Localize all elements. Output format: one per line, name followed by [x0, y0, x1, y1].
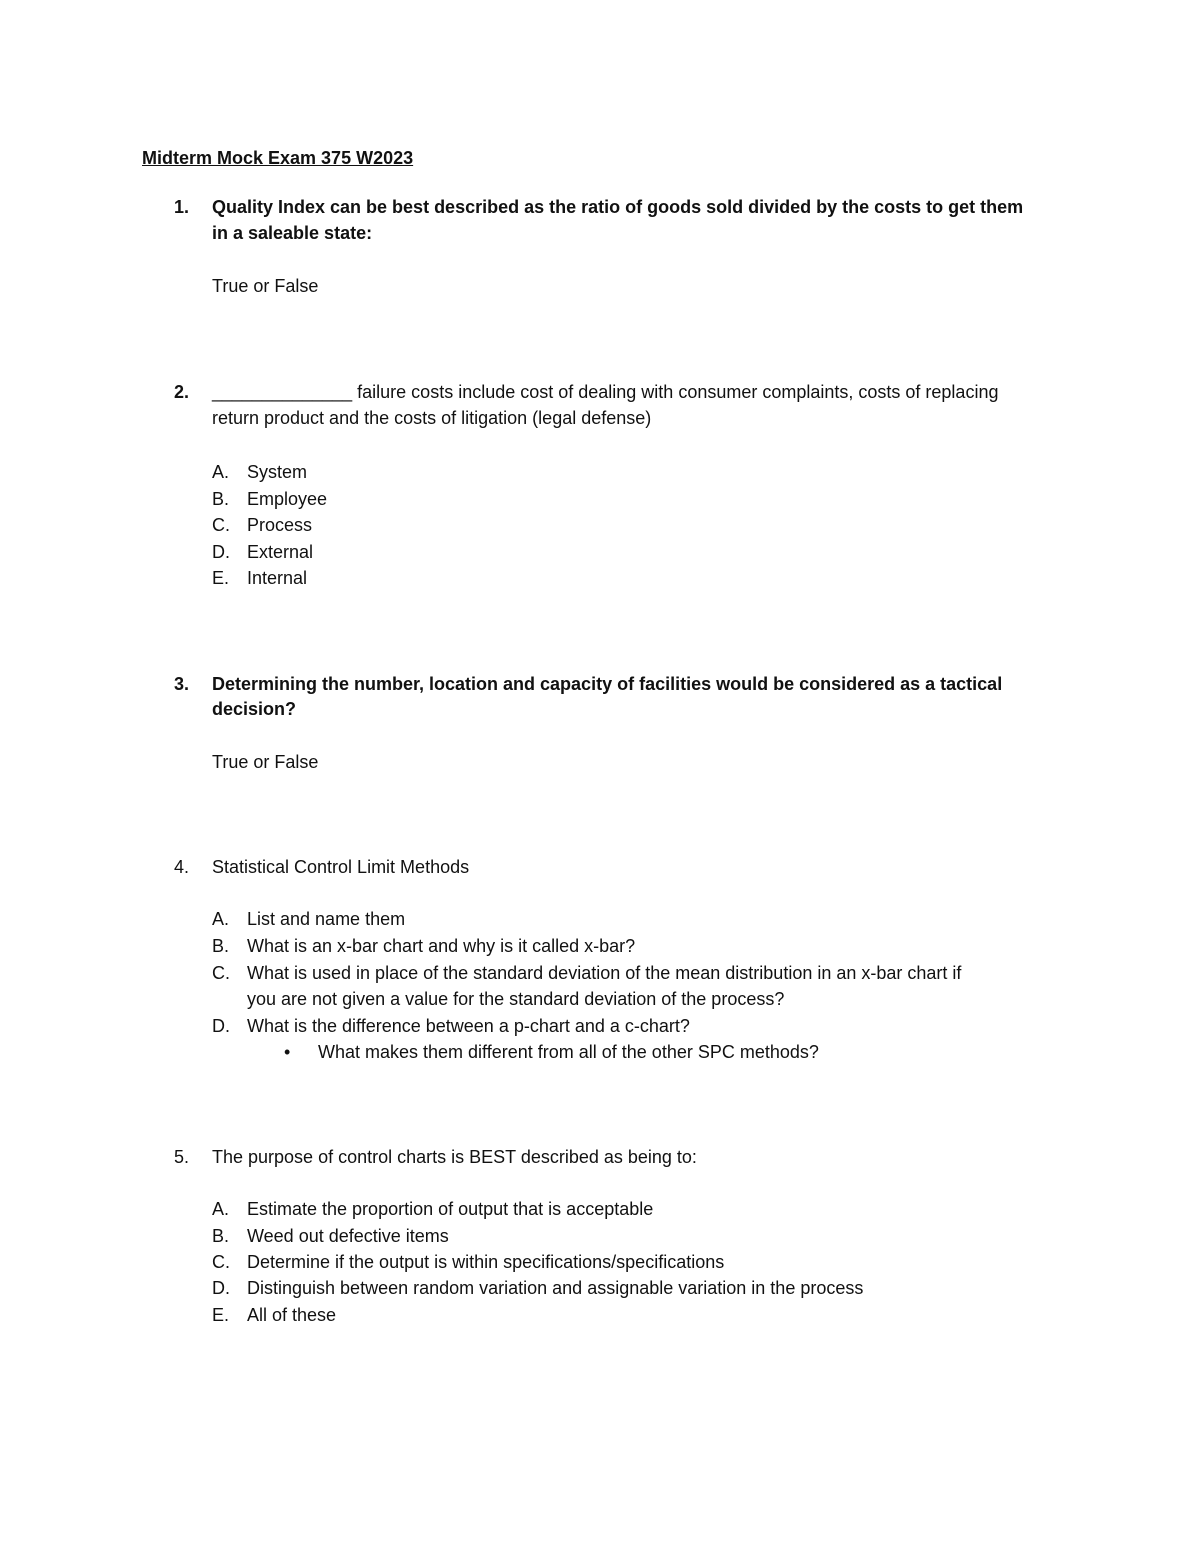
answer-choice-text: True or False [212, 276, 319, 296]
question-number: 5. [174, 1147, 190, 1167]
option-text: Employee [247, 489, 328, 509]
option-letter: B. [212, 1226, 230, 1246]
option-text-continued: you are not given a value for the standard deviation of the process? [247, 989, 785, 1009]
option-letter: D. [212, 1016, 230, 1036]
option-letter: C. [212, 515, 230, 535]
question-text: The purpose of control charts is BEST described as being to: [212, 1147, 697, 1167]
option-text: What is the difference between a p-chart and a c-chart? [247, 1016, 690, 1036]
option-text: External [247, 542, 314, 562]
option-letter: C. [212, 1252, 230, 1272]
option-text: What is used in place of the standard deviation of the mean distribution in an x-bar chart if [247, 963, 962, 983]
option-letter: D. [212, 542, 230, 562]
option-text: System [247, 462, 308, 482]
bullet-icon: • [284, 1042, 291, 1062]
question-text: ______________ failure costs include cost of dealing with consumer complaints, costs of replacing [212, 382, 999, 402]
option-text: Process [247, 515, 313, 535]
question-number: 2. [174, 382, 190, 402]
option-text: All of these [247, 1305, 337, 1325]
question-text: Determining the number, location and capacity of facilities would be considered as a tactical [212, 674, 1003, 694]
option-letter: A. [212, 1199, 230, 1219]
question-text: Quality Index can be best described as the ratio of goods sold divided by the costs to get them [212, 197, 1024, 217]
question-text: return product and the costs of litigation (legal defense) [212, 408, 652, 428]
question-number: 1. [174, 197, 190, 217]
option-letter: E. [212, 1305, 230, 1325]
option-text: Estimate the proportion of output that is acceptable [247, 1199, 654, 1219]
option-text: What is an x-bar chart and why is it called x-bar? [247, 936, 636, 956]
option-letter: A. [212, 909, 230, 929]
question-number: 3. [174, 674, 190, 694]
option-text: Distinguish between random variation and assignable variation in the process [247, 1278, 864, 1298]
option-letter: B. [212, 489, 230, 509]
answer-choice-text: True or False [212, 752, 319, 772]
option-letter: A. [212, 462, 230, 482]
option-text: List and name them [247, 909, 406, 929]
option-letter: B. [212, 936, 230, 956]
option-letter: E. [212, 568, 230, 588]
exam-title: Midterm Mock Exam 375 W2023 [142, 148, 414, 168]
option-letter: D. [212, 1278, 230, 1298]
question-text: Statistical Control Limit Methods [212, 857, 470, 877]
option-text: Internal [247, 568, 308, 588]
option-text: Weed out defective items [247, 1226, 449, 1246]
question-text: in a saleable state: [212, 223, 373, 243]
option-text: Determine if the output is within specifications/specifications [247, 1252, 725, 1272]
question-number: 4. [174, 857, 190, 877]
sub-item-text: What makes them different from all of the other SPC methods? [318, 1042, 819, 1062]
option-letter: C. [212, 963, 230, 983]
question-text: decision? [212, 699, 297, 719]
